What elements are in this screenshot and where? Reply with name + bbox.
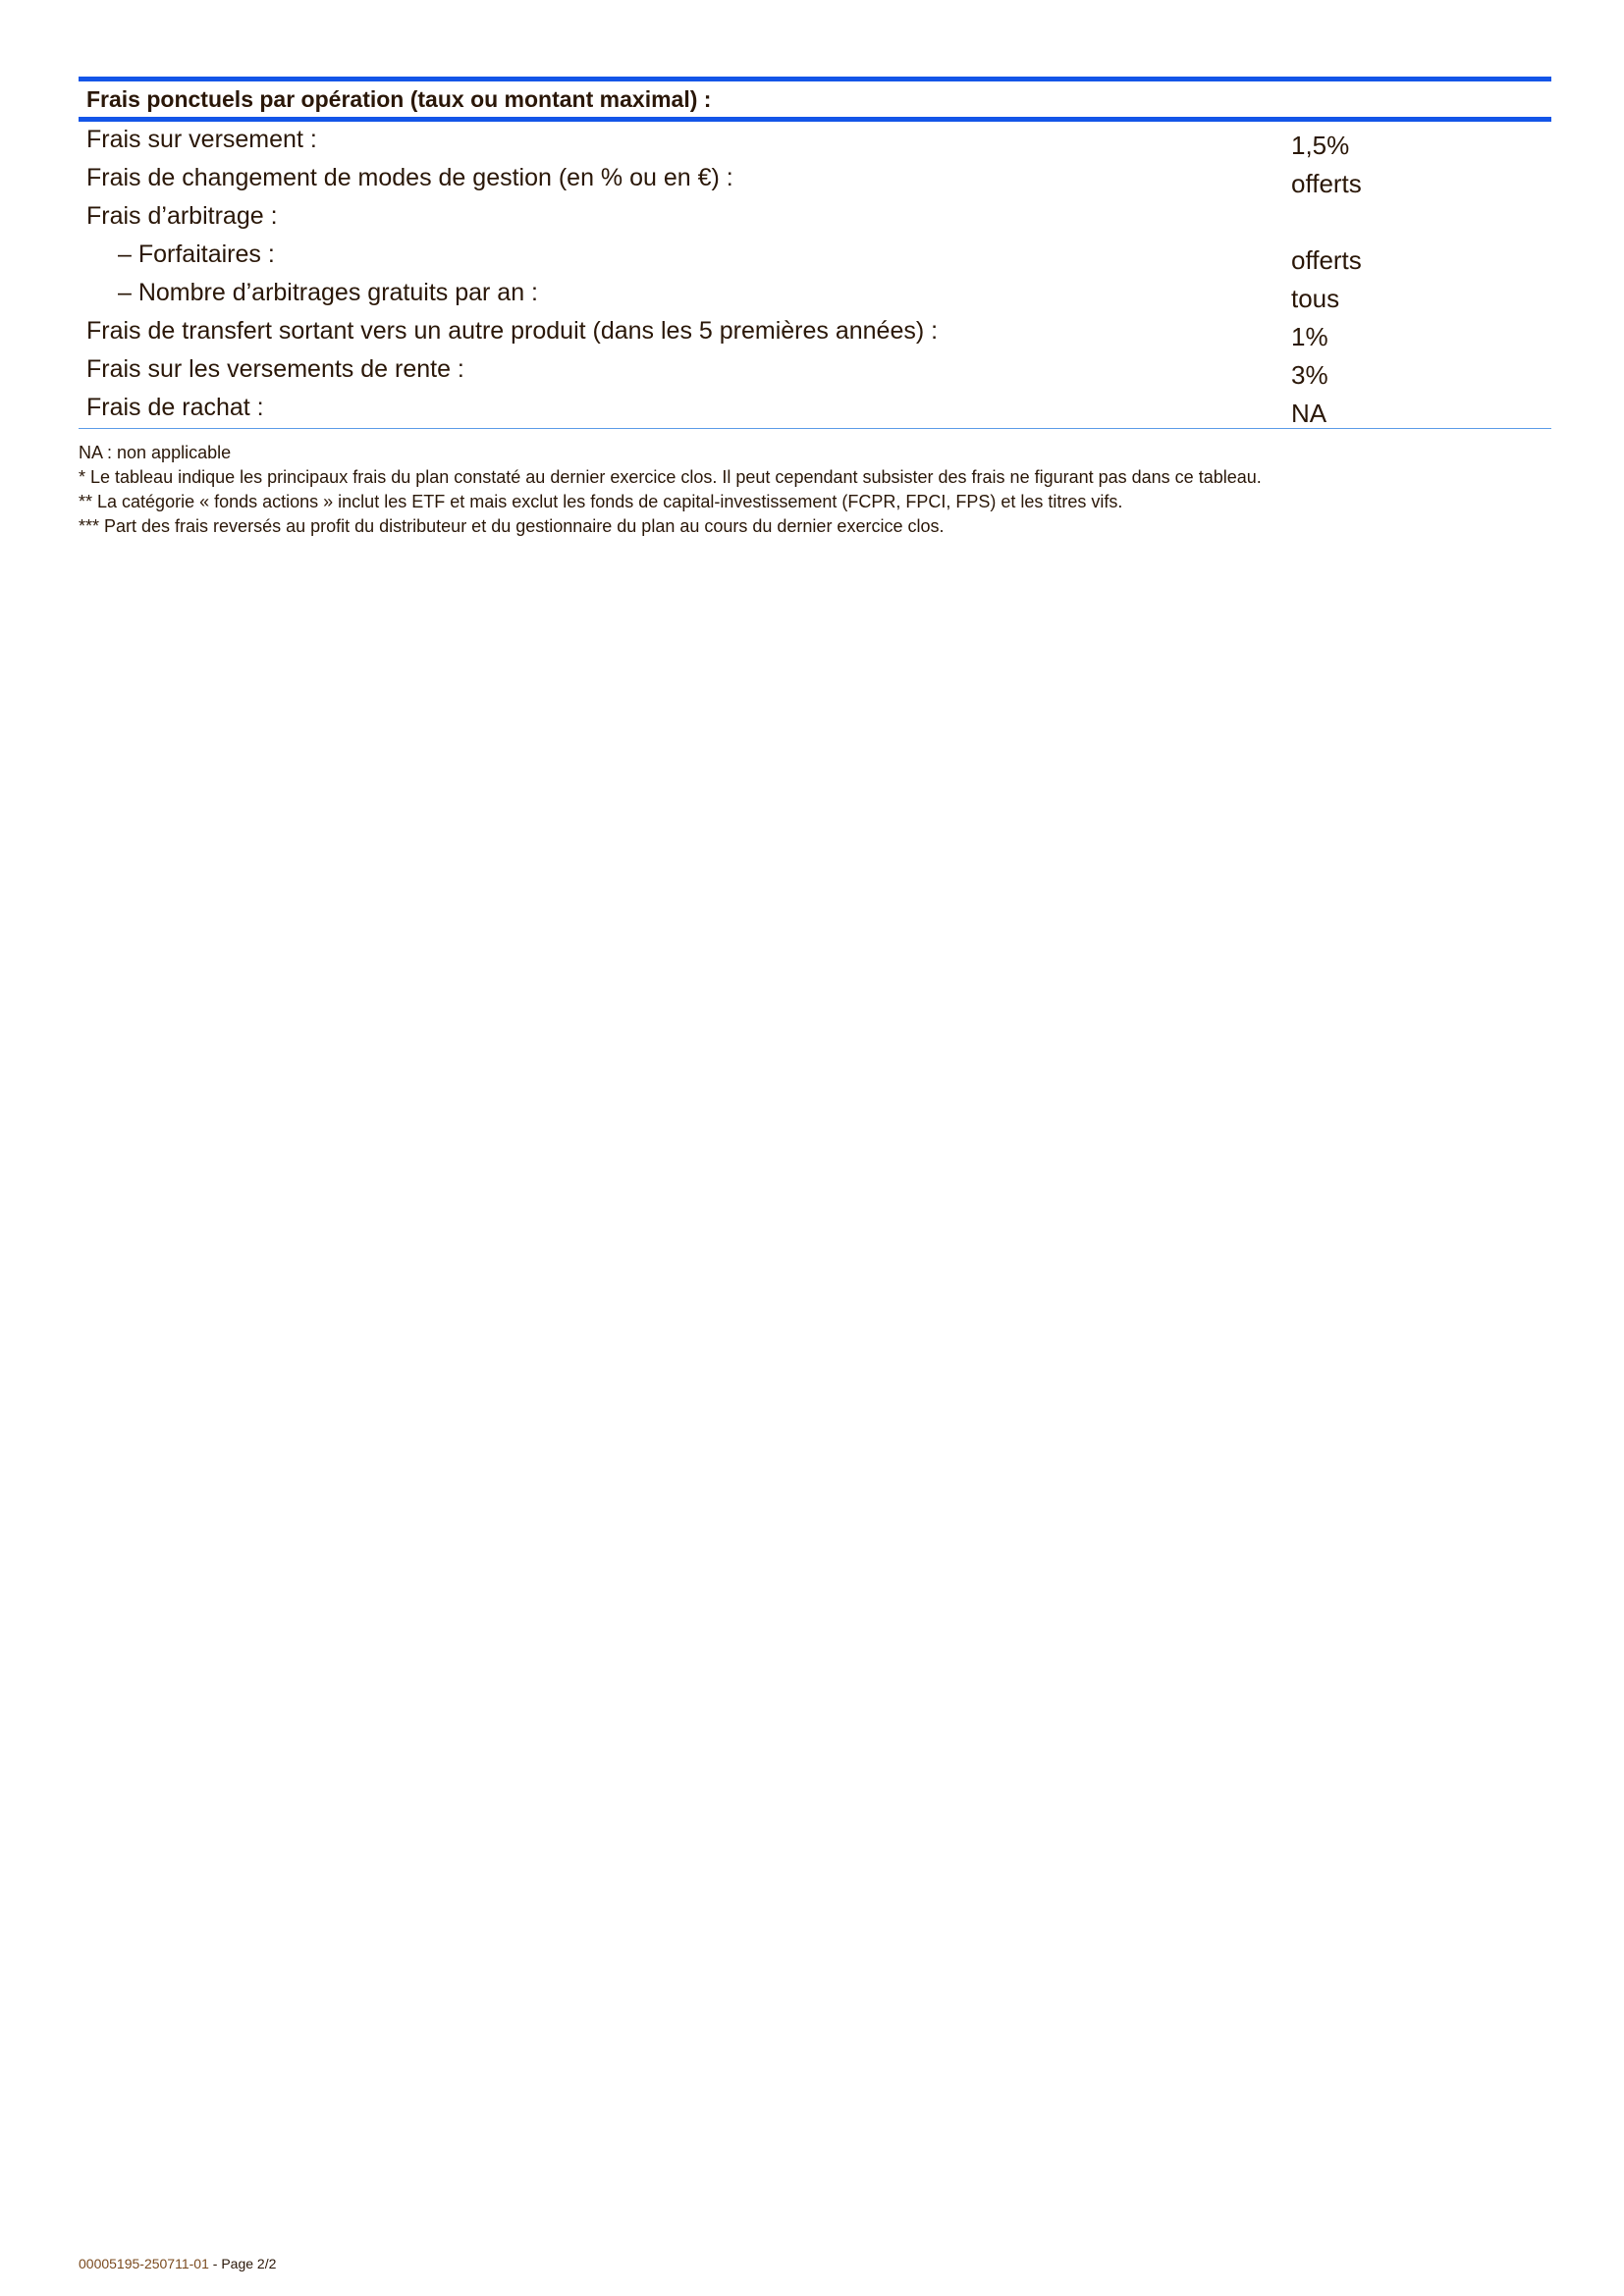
table-row-transfert-sortant [79,313,1551,351]
row-label: Frais d’arbitrage : [86,202,278,230]
table-row-frais-rachat [79,390,1551,428]
row-label: – Forfaitaires : [118,240,275,268]
table-row-forfaitaires [79,237,1551,275]
table-row-changement-gestion [79,160,1551,198]
table-row-versements-rente [79,351,1551,390]
row-label: – Nombre d’arbitrages gratuits par an : [118,279,538,306]
row-value: 3% [1291,360,1328,390]
footnote-2: ** La catégorie « fonds actions » inclut les ETF et mais exclut les fonds de capital-investissement (FCPR, FPCI, FPS) et les titres vifs. [79,492,1123,511]
row-value: offerts [1291,169,1362,198]
row-label: Frais de rachat : [86,394,264,421]
footnote-1: * Le tableau indique les principaux frais du plan constaté au dernier exercice clos. Il peut cependant subsister des frais ne figurant pas dans ce tableau. [79,467,1262,487]
page-number: Page 2/2 [221,2256,277,2271]
table-rows [79,122,1551,428]
row-value: offerts [1291,245,1362,275]
row-value: 1,5% [1291,131,1350,160]
footnotes [79,441,1551,539]
row-label: Frais de transfert sortant vers un autre produit (dans les 5 premières années) : [86,317,939,345]
footnote-3: *** Part des frais reversés au profit du distributeur et du gestionnaire du plan au cours du dernier exercice clos. [79,516,945,536]
row-label: Frais de changement de modes de gestion (en % ou en €) : [86,164,733,191]
row-label: Frais sur les versements de rente : [86,355,464,383]
page-footer [79,2256,276,2271]
document-code: 00005195-250711-01 [79,2256,209,2271]
row-label: Frais sur versement : [86,126,317,153]
table-header: Frais ponctuels par opération (taux ou montant maximal) : [86,85,712,112]
row-value: 1% [1291,322,1328,351]
row-value: NA [1291,399,1327,428]
footnote-na: NA : non applicable [79,443,232,462]
fees-table-section [79,77,1551,539]
footer-separator: - [208,2256,222,2271]
table-row-frais-arbitrage [79,198,1551,237]
row-value: tous [1291,284,1340,313]
table-bottom-rule [79,428,1551,429]
table-row-arbitrages-gratuits [79,275,1551,313]
table-row-frais-versement [79,122,1551,160]
